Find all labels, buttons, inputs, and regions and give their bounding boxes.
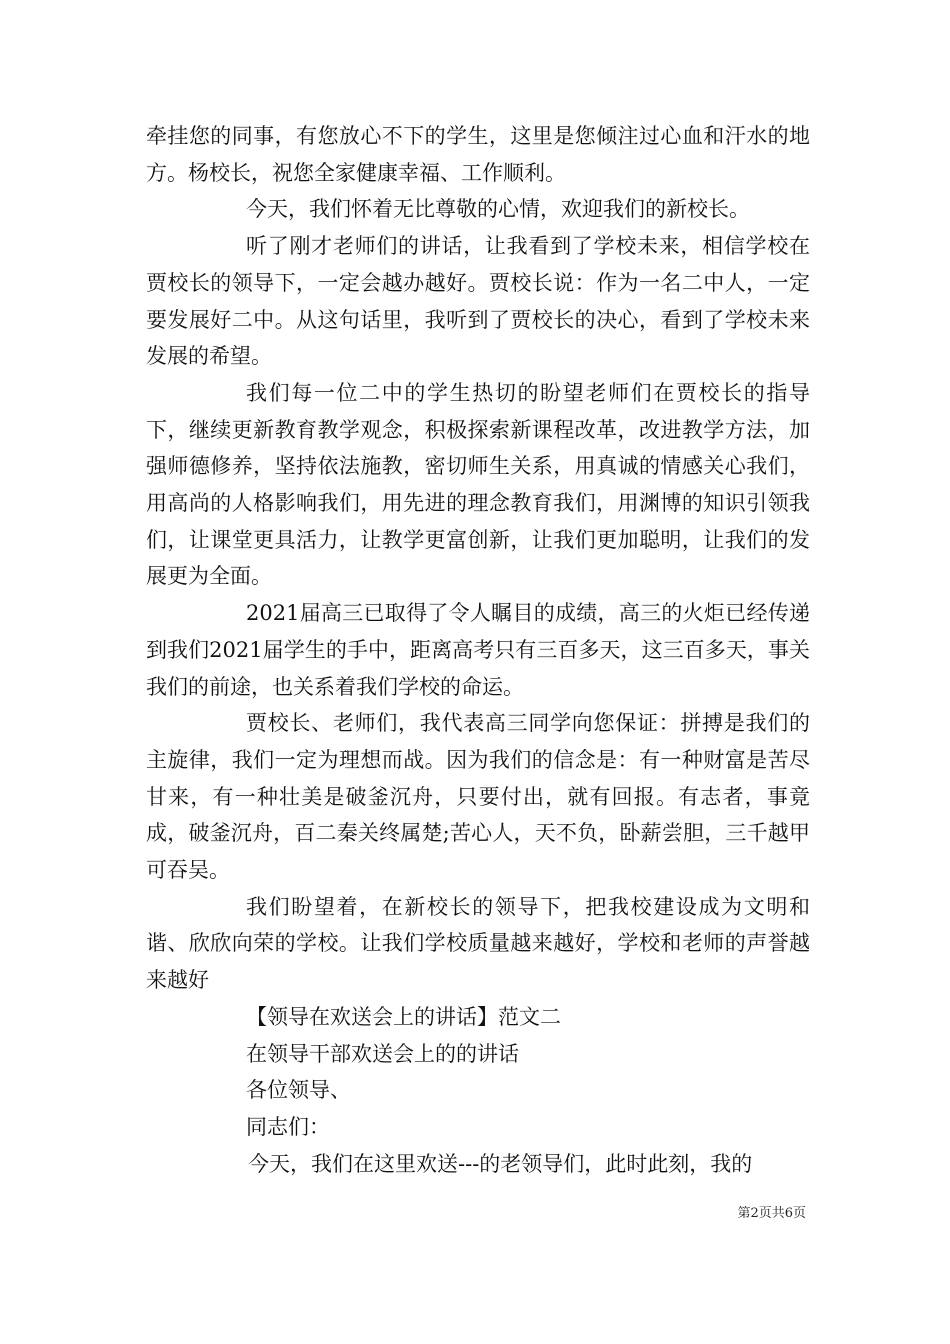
paragraph-5: 2021届高三已取得了令人瞩目的成绩，高三的火炬已经传递到我们2021届学生的手中，距离高考只有三百多天，这三百多天，事关我们的前途，也关系着我们学校的命运。 xyxy=(146,601,810,699)
section-heading: 【领导在欢送会上的讲话】范文二 xyxy=(246,1004,561,1029)
paragraph-6: 贾校长、老师们，我代表高三同学向您保证：拼搏是我们的主旋律，我们一定为理想而战。因为我们的信念是：有一种财富是苦尽甘来，有一种壮美是破釜沉舟，只要付出，就有回报。有志者，事竟成，破釜沉舟，百二秦关终属楚;苦心人，天不负，卧薪尝胆，三千越甲可吞吴。 xyxy=(146,711,810,883)
greeting-line-1: 各位领导、 xyxy=(246,1078,351,1103)
paragraph-1: 牵挂您的同事，有您放心不下的学生，这里是您倾注过心血和汗水的地方。杨校长，祝您全家健康幸福、工作顺利。 xyxy=(146,124,810,185)
page-indicator: 第2页共6页 xyxy=(737,1206,806,1221)
paragraph-2: 今天，我们怀着无比尊敬的心情，欢迎我们的新校长。 xyxy=(246,197,750,222)
paragraph-4: 我们每一位二中的学生热切的盼望老师们在贾校长的指导下，继续更新教育教学观念，积极探索新课程改革，改进教学方法，加强师德修养，坚持依法施教，密切师生关系，用真诚的情感关心我们，用高尚的人格影响我们，用先进的理念教育我们，用渊博的知识引领我们，让课堂更具活力，让教学更富创新，让我们更加聪明，让我们的发展更为全面。 xyxy=(146,380,810,589)
closing-paragraph: 今天，我们在这里欢送---的老领导们，此时此刻，我的 xyxy=(248,1151,753,1176)
greeting-line-2: 同志们： xyxy=(246,1114,330,1139)
document-body xyxy=(146,118,810,1182)
speech-title: 在领导干部欢送会上的的讲话 xyxy=(246,1041,519,1066)
paragraph-3: 听了刚才老师们的讲话，让我看到了学校未来，相信学校在贾校长的领导下，一定会越办越好。贾校长说：作为一名二中人，一定要发展好二中。从这句话里，我听到了贾校长的决心，看到了学校未来发展的希望。 xyxy=(146,234,810,369)
paragraph-7: 我们盼望着，在新校长的领导下，把我校建设成为文明和谐、欣欣向荣的学校。让我们学校质量越来越好，学校和老师的声誉越来越好 xyxy=(146,894,810,993)
